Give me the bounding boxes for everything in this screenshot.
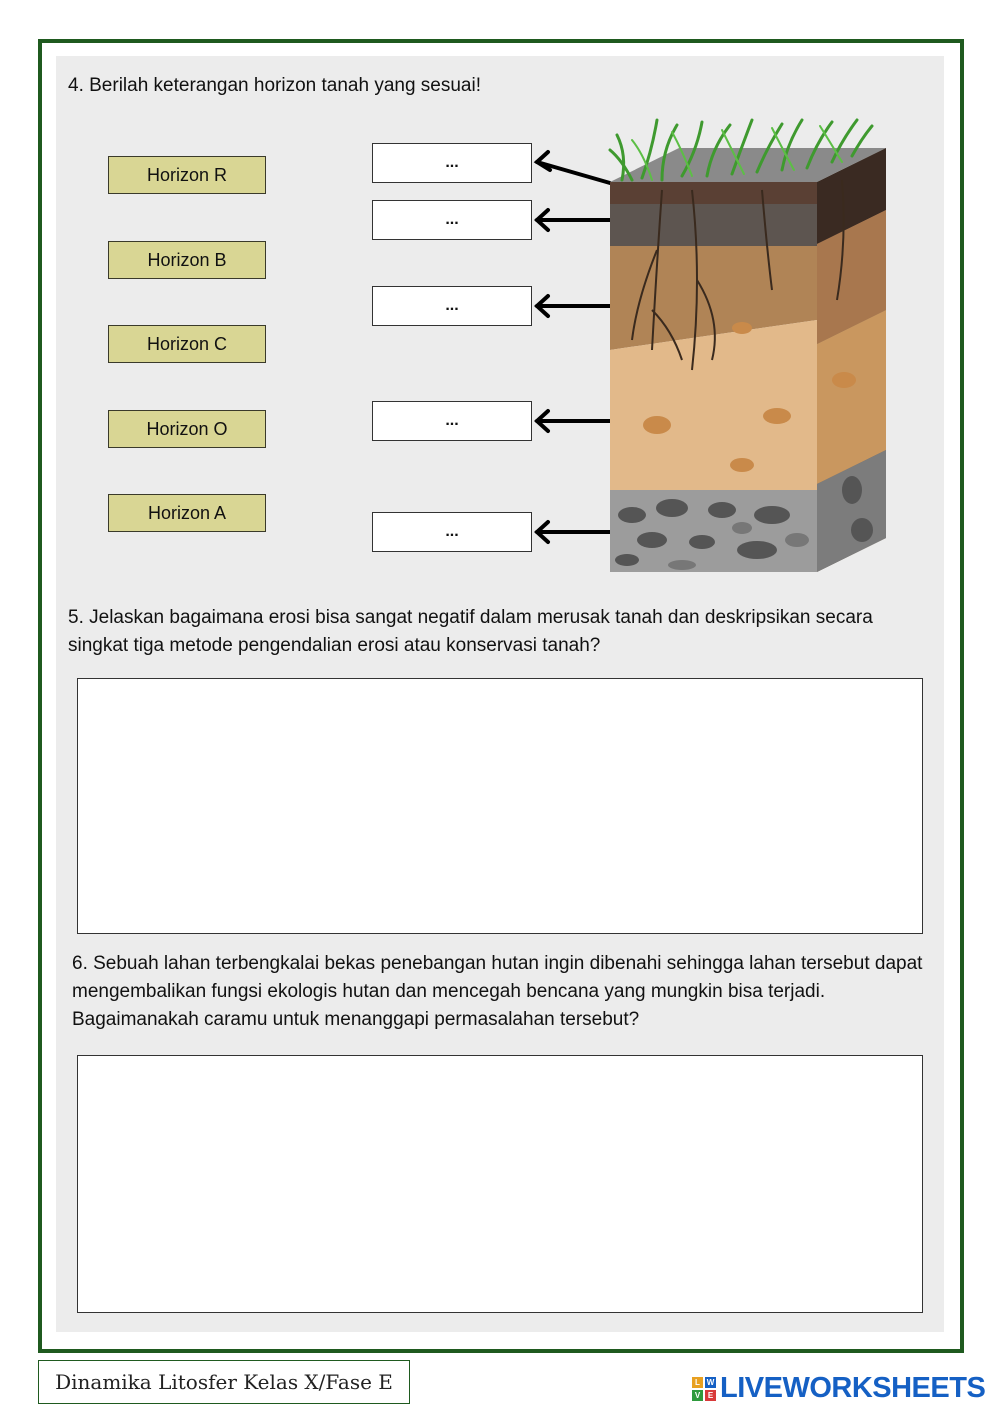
question-4: 4. Berilah keterangan horizon tanah yang sesuai! [68,75,481,96]
liveworksheets-logo [692,1372,985,1405]
drop-slot-2[interactable]: ... [372,200,532,240]
drop-slot-3[interactable]: ... [372,286,532,326]
answer-box-6[interactable] [77,1055,923,1313]
worksheet-title: Dinamika Litosfer Kelas X/Fase E [38,1360,410,1404]
horizon-chip-b[interactable]: Horizon B [108,241,266,279]
horizon-chip-c[interactable]: Horizon C [108,325,266,363]
liveworksheets-icon: L W V E [692,1377,716,1401]
drop-slot-4[interactable]: ... [372,401,532,441]
answer-box-5[interactable] [77,678,923,934]
question-6: 6. Sebuah lahan terbengkalai bekas penebangan hutan ingin dibenahi sehingga lahan tersebut dapat mengembalikan fungsi ekologis hutan dan mencegah bencana yang mungkin bisa terjadi. Bagaimanakah caramu untuk menanggapi permasalahan tersebut? [72,953,923,1030]
horizon-chip-a[interactable]: Horizon A [108,494,266,532]
soil-profile-illustration [532,110,892,580]
horizon-chip-r[interactable]: Horizon R [108,156,266,194]
arrow-icon [537,152,610,542]
drop-slot-5[interactable]: ... [372,512,532,552]
horizon-chip-o[interactable]: Horizon O [108,410,266,448]
drop-slot-1[interactable]: ... [372,143,532,183]
brand-name: LIVEWORKSHEETS [720,1372,986,1404]
question-5: 5. Jelaskan bagaimana erosi bisa sangat negatif dalam merusak tanah dan deskripsikan secara singkat tiga metode pengendalian erosi atau konservasi tanah? [68,607,873,656]
